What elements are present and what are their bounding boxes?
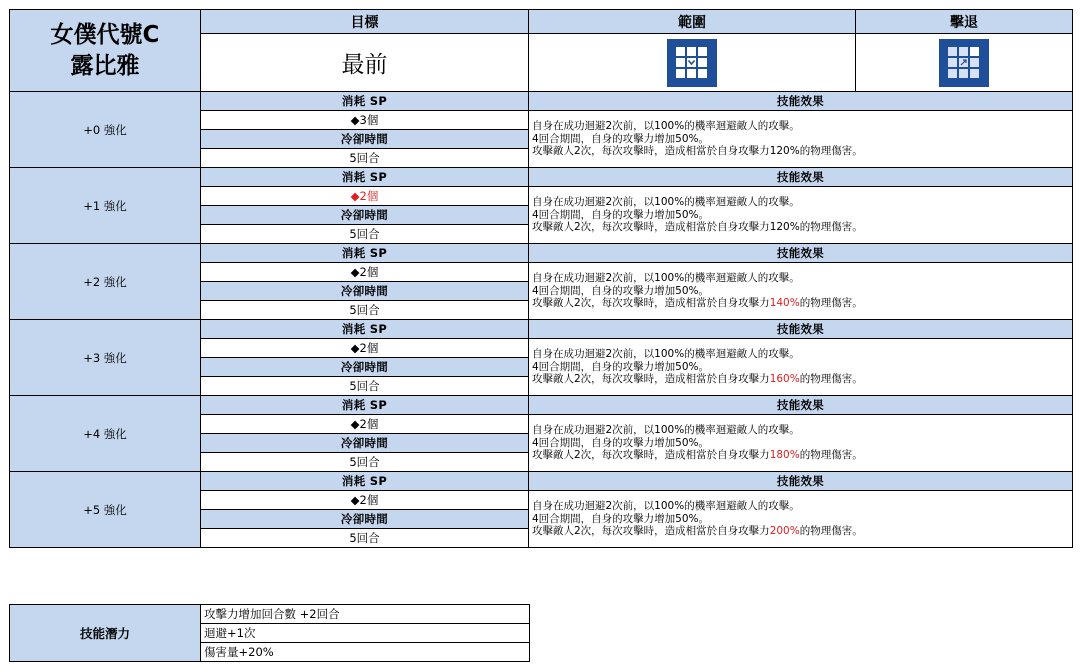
range-grid-icon [667, 39, 717, 87]
cooldown-label: 冷卻時間 [201, 434, 529, 453]
cooldown-value: 5回合 [201, 377, 529, 396]
sp-cost-value: ◆2個 [201, 339, 529, 358]
effect-line: 自身在成功迴避2次前，以100%的機率迴避敵人的攻擊。 [532, 423, 800, 436]
cooldown-label: 冷卻時間 [201, 130, 529, 149]
damage-percent: 140% [769, 297, 800, 310]
level-row [10, 168, 1073, 187]
cooldown-value: 5回合 [201, 149, 529, 168]
effect-line: 4回合期間，自身的攻擊力增加50%。 [532, 512, 710, 525]
effect-line: 自身在成功迴避2次前，以100%的機率迴避敵人的攻擊。 [532, 499, 800, 512]
knockback-header: 擊退 [856, 10, 1073, 34]
effect-label: 技能效果 [529, 244, 1073, 263]
effect-line: 自身在成功迴避2次前，以100%的機率迴避敵人的攻擊。 [532, 195, 800, 208]
knockback-cell [856, 34, 1073, 92]
effect-line: 4回合期間，自身的攻擊力增加50%。 [532, 284, 710, 297]
skill-table [9, 9, 1073, 548]
cooldown-value: 5回合 [201, 225, 529, 244]
cooldown-label: 冷卻時間 [201, 206, 529, 225]
effect-line: 4回合期間，自身的攻擊力增加50%。 [532, 132, 710, 145]
character-name [10, 10, 201, 92]
sp-cost-value: ◆2個 [201, 491, 529, 510]
potential-item: 攻擊力增加回合數 +2回合 [201, 605, 530, 624]
skill-potential-table [9, 604, 530, 662]
effect-line: 攻擊敵人2次，每次攻擊時，造成相當於自身攻擊力120%的物理傷害。 [532, 145, 863, 158]
potential-item: 傷害量+20% [201, 643, 530, 662]
sp-cost-value: ◆2個 [201, 187, 529, 206]
level-label: +1 強化 [10, 168, 201, 244]
level-row [10, 244, 1073, 263]
range-cell [529, 34, 856, 92]
effect-line: 4回合期間，自身的攻擊力增加50%。 [532, 436, 710, 449]
effect-line: 4回合期間，自身的攻擊力增加50%。 [532, 360, 710, 373]
sp-cost-label: 消耗 SP [201, 244, 529, 263]
sp-cost-label: 消耗 SP [201, 168, 529, 187]
range-header: 範圍 [529, 10, 856, 34]
effect-text [529, 111, 1073, 168]
effect-line: 攻擊敵人2次，每次攻擊時，造成相當於自身攻擊力120%的物理傷害。 [532, 221, 863, 234]
damage-percent: 180% [769, 449, 800, 462]
knockback-grid-icon [939, 39, 989, 87]
character-name-line2: 露比雅 [70, 52, 140, 79]
cooldown-label: 冷卻時間 [201, 510, 529, 529]
cooldown-value: 5回合 [201, 529, 529, 548]
level-label: +3 強化 [10, 320, 201, 396]
damage-percent: 200% [769, 525, 800, 538]
level-label: +2 強化 [10, 244, 201, 320]
effect-text [529, 263, 1073, 320]
cooldown-label: 冷卻時間 [201, 282, 529, 301]
effect-text [529, 187, 1073, 244]
target-header: 目標 [201, 10, 529, 34]
sp-cost-value: ◆3個 [201, 111, 529, 130]
cooldown-value: 5回合 [201, 301, 529, 320]
sp-cost-label: 消耗 SP [201, 92, 529, 111]
target-value: 最前 [201, 34, 529, 92]
sp-cost-label: 消耗 SP [201, 472, 529, 491]
level-label: +4 強化 [10, 396, 201, 472]
level-label: +0 強化 [10, 92, 201, 168]
effect-line: 攻擊敵人2次，每次攻擊時，造成相當於自身攻擊力180%的物理傷害。 [532, 449, 863, 462]
effect-label: 技能效果 [529, 320, 1073, 339]
damage-percent: 160% [769, 373, 800, 386]
effect-text [529, 415, 1073, 472]
effect-label: 技能效果 [529, 472, 1073, 491]
level-row [10, 472, 1073, 491]
level-label: +5 強化 [10, 472, 201, 548]
skill-potential-label: 技能潛力 [10, 605, 201, 662]
effect-label: 技能效果 [529, 396, 1073, 415]
effect-line: 自身在成功迴避2次前，以100%的機率迴避敵人的攻擊。 [532, 119, 800, 132]
sp-cost-value: ◆2個 [201, 415, 529, 434]
sp-cost-label: 消耗 SP [201, 396, 529, 415]
effect-text [529, 491, 1073, 548]
effect-line: 攻擊敵人2次，每次攻擊時，造成相當於自身攻擊力160%的物理傷害。 [532, 373, 863, 386]
potential-item: 迴避+1次 [201, 624, 530, 643]
cooldown-value: 5回合 [201, 453, 529, 472]
effect-text [529, 339, 1073, 396]
effect-label: 技能效果 [529, 168, 1073, 187]
sp-cost-value: ◆2個 [201, 263, 529, 282]
character-name-line1: 女僕代號C [50, 21, 160, 48]
sp-cost-label: 消耗 SP [201, 320, 529, 339]
effect-line: 自身在成功迴避2次前，以100%的機率迴避敵人的攻擊。 [532, 347, 800, 360]
effect-line: 4回合期間，自身的攻擊力增加50%。 [532, 208, 710, 221]
effect-line: 攻擊敵人2次，每次攻擊時，造成相當於自身攻擊力200%的物理傷害。 [532, 525, 863, 538]
level-row [10, 320, 1073, 339]
level-row [10, 92, 1073, 111]
cooldown-label: 冷卻時間 [201, 358, 529, 377]
effect-line: 自身在成功迴避2次前，以100%的機率迴避敵人的攻擊。 [532, 271, 800, 284]
level-row [10, 396, 1073, 415]
effect-line: 攻擊敵人2次，每次攻擊時，造成相當於自身攻擊力140%的物理傷害。 [532, 297, 863, 310]
effect-label: 技能效果 [529, 92, 1073, 111]
